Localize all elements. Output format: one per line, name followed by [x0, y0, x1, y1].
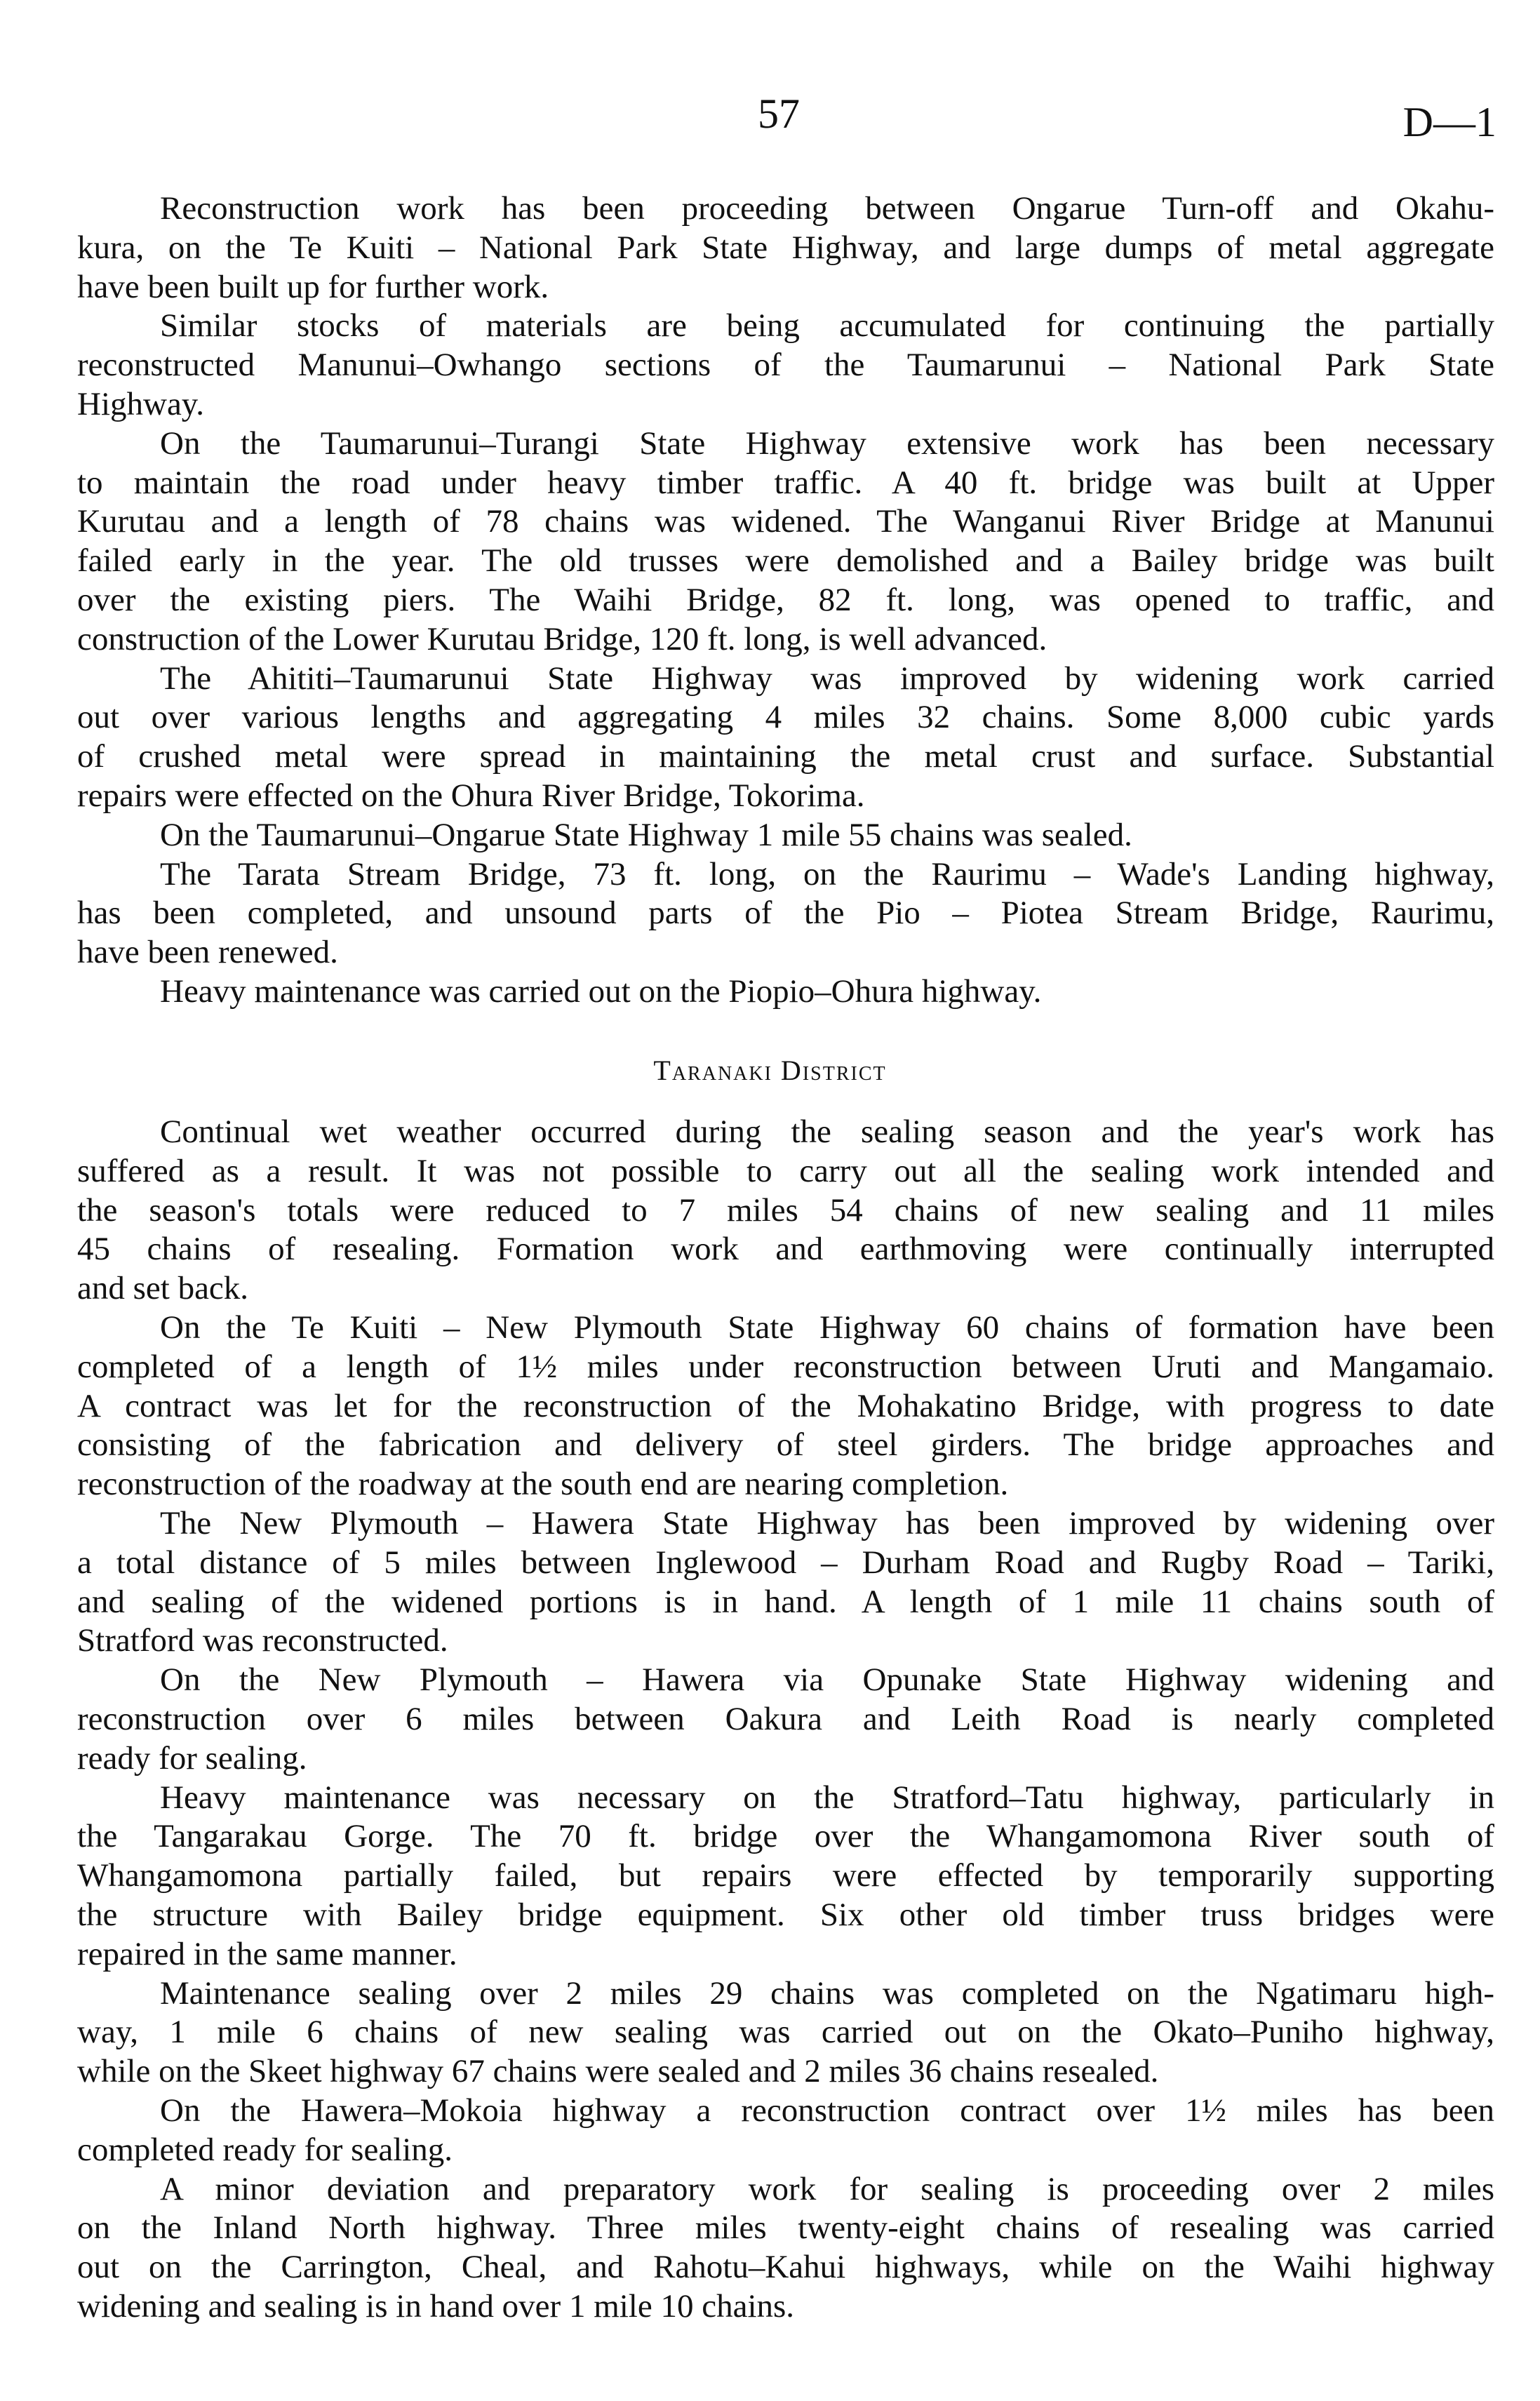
- section-heading-taranaki: Taranaki District: [653, 1055, 887, 1086]
- text-line: repaired in the same manner.: [77, 1935, 457, 1972]
- text-line: have been built up for further work.: [77, 268, 549, 305]
- text-line: to maintain the road under heavy timber traffic. A 40 ft. bridge was built at Upper: [77, 464, 1494, 501]
- paragraph: [77, 189, 1494, 307]
- paragraph: [77, 660, 1494, 816]
- paragraph: [77, 1309, 1494, 1504]
- document-reference: D—1: [1402, 99, 1497, 145]
- paragraph: [77, 2170, 1494, 2327]
- text-line: Reconstruction work has been proceeding between Ongarue Turn-off and Okahu-: [160, 190, 1494, 227]
- text-line: On the Taumarunui–Turangi State Highway extensive work has been necessary: [160, 424, 1494, 462]
- paragraph: [77, 1504, 1494, 1661]
- paragraph: [77, 2092, 1494, 2170]
- text-line: Stratford was reconstructed.: [77, 1622, 448, 1659]
- text-line: and sealing of the widened portions is in hand. A length of 1 mile 11 chains south of: [77, 1583, 1494, 1620]
- text-line: a total distance of 5 miles between Inglewood – Durham Road and Rugby Road – Tariki,: [77, 1544, 1494, 1581]
- text-line: Heavy maintenance was carried out on the Piopio–Ohura highway.: [160, 972, 1042, 1010]
- text-line: On the Taumarunui–Ongarue State Highway 1 mile 55 chains was sealed.: [160, 816, 1132, 853]
- text-line: repairs were effected on the Ohura River Bridge, Tokorima.: [77, 777, 865, 814]
- text-line: The New Plymouth – Hawera State Highway has been improved by widening over: [160, 1504, 1494, 1541]
- paragraph: [77, 816, 1494, 855]
- text-line: has been completed, and unsound parts of the Pio – Piotea Stream Bridge, Raurimu,: [77, 895, 1494, 932]
- text-line: On the Hawera–Mokoia highway a reconstruction contract over 1½ miles has been: [160, 2092, 1494, 2129]
- text-line: On the New Plymouth – Hawera via Opunake State Highway widening and: [160, 1661, 1494, 1699]
- text-line: A contract was let for the reconstruction of the Mohakatino Bridge, with progress to date: [77, 1387, 1494, 1424]
- text-line: the Tangarakau Gorge. The 70 ft. bridge over the Whangamomona River south of: [77, 1818, 1494, 1855]
- paragraph: [77, 1113, 1494, 1309]
- text-line: reconstruction over 6 miles between Oakura and Leith Road is nearly completed: [77, 1700, 1494, 1737]
- text-line: ready for sealing.: [77, 1739, 307, 1777]
- paragraph: [77, 1974, 1494, 2092]
- text-line: out over various lengths and aggregating 4 miles 32 chains. Some 8,000 cubic yards: [77, 699, 1494, 736]
- paragraph: [77, 972, 1494, 1012]
- page-number: 57: [758, 91, 800, 137]
- text-line: have been renewed.: [77, 934, 338, 971]
- text-line: reconstruction of the roadway at the south end are nearing completion.: [77, 1466, 1009, 1503]
- text-line: the structure with Bailey bridge equipment. Six other old timber truss bridges were: [77, 1896, 1494, 1933]
- paragraph: [77, 1661, 1494, 1778]
- text-line: suffered as a result. It was not possible to carry out all the sealing work intended and: [77, 1152, 1494, 1189]
- text-line: widening and sealing is in hand over 1 mile 10 chains.: [77, 2287, 795, 2325]
- text-line: out on the Carrington, Cheal, and Rahotu–Kahui highways, while on the Waihi highway: [77, 2249, 1494, 2286]
- text-line: Highway.: [77, 385, 205, 422]
- text-line: failed early in the year. The old trusses were demolished and a Bailey bridge was built: [77, 542, 1494, 580]
- text-line: completed of a length of 1½ miles under reconstruction between Uruti and Mangamaio.: [77, 1348, 1494, 1385]
- text-line: kura, on the Te Kuiti – National Park State Highway, and large dumps of metal aggregate: [77, 229, 1494, 266]
- text-line: while on the Skeet highway 67 chains were sealed and 2 miles 36 chains resealed.: [77, 2053, 1159, 2090]
- paragraph: [77, 424, 1494, 660]
- text-line: consisting of the fabrication and delivery of steel girders. The bridge approaches and: [77, 1426, 1494, 1464]
- text-line: Whangamomona partially failed, but repairs were effected by temporarily supporting: [77, 1857, 1494, 1894]
- text-line: way, 1 mile 6 chains of new sealing was carried out on the Okato–Puniho highway,: [77, 2014, 1494, 2051]
- text-line: The Tarata Stream Bridge, 73 ft. long, on the Raurimu – Wade's Landing highway,: [160, 855, 1494, 892]
- text-line: the season's totals were reduced to 7 miles 54 chains of new sealing and 11 miles: [77, 1191, 1494, 1229]
- text-line: Kurutau and a length of 78 chains was widened. The Wanganui River Bridge at Manunui: [77, 503, 1494, 540]
- text-line: A minor deviation and preparatory work for sealing is proceeding over 2 miles: [160, 2170, 1494, 2207]
- text-line: Continual wet weather occurred during the sealing season and the year's work has: [160, 1113, 1494, 1150]
- paragraph: [77, 855, 1494, 972]
- text-line: 45 chains of resealing. Formation work and earthmoving were continually interrupted: [77, 1231, 1494, 1268]
- text-line: On the Te Kuiti – New Plymouth State Highway 60 chains of formation have been: [160, 1309, 1494, 1346]
- taranaki-section-body: [77, 1113, 1494, 2327]
- text-line: construction of the Lower Kurutau Bridge, 120 ft. long, is well advanced.: [77, 620, 1047, 657]
- text-line: Similar stocks of materials are being accumulated for continuing the partially: [160, 307, 1494, 345]
- text-line: The Ahititi–Taumarunui State Highway was improved by widening work carried: [160, 660, 1494, 697]
- text-line: Heavy maintenance was necessary on the Stratford–Tatu highway, particularly in: [160, 1779, 1494, 1816]
- text-line: reconstructed Manunui–Owhango sections of the Taumarunui – National Park State: [77, 347, 1494, 384]
- text-line: completed ready for sealing.: [77, 2131, 453, 2168]
- text-line: and set back.: [77, 1270, 249, 1307]
- text-line: of crushed metal were spread in maintaining the metal crust and surface. Substantial: [77, 738, 1494, 775]
- upper-section-body: [77, 189, 1494, 1012]
- text-line: Maintenance sealing over 2 miles 29 chains was completed on the Ngatimaru high-: [160, 1974, 1494, 2012]
- text-line: over the existing piers. The Waihi Bridge, 82 ft. long, was opened to traffic, and: [77, 581, 1494, 618]
- paragraph: [77, 1779, 1494, 1974]
- paragraph: [77, 307, 1494, 424]
- text-line: on the Inland North highway. Three miles twenty-eight chains of resealing was carried: [77, 2209, 1494, 2247]
